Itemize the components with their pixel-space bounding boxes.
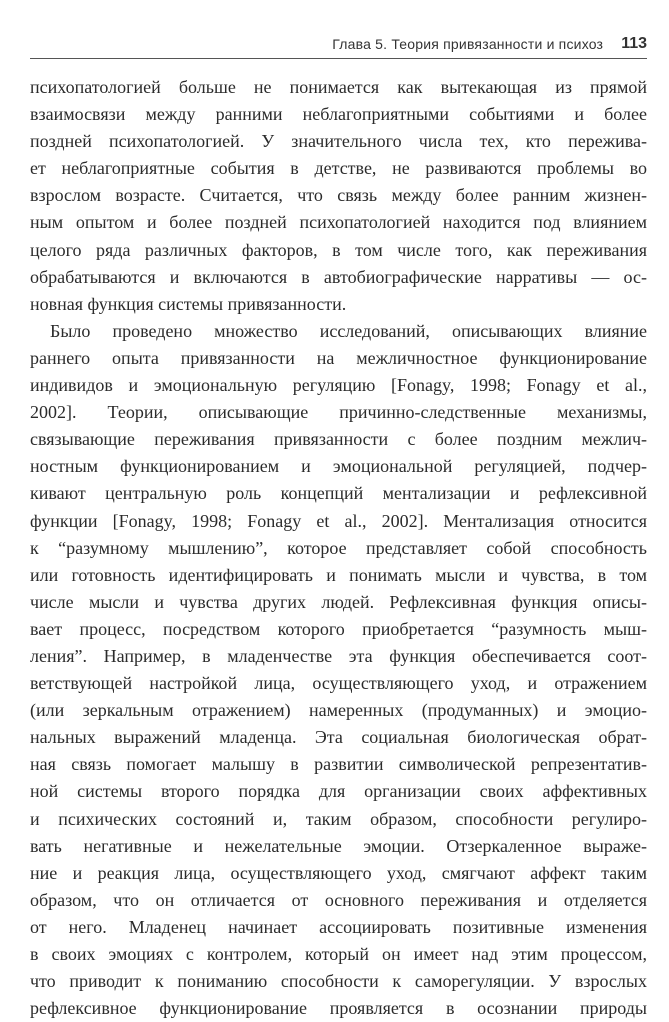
running-header — [30, 30, 647, 59]
text-line: нальных выражений младенца. Эта социальная биологическая обрат- — [30, 727, 647, 748]
text-line: ной системы второго порядка для организации своих аффективных — [30, 781, 647, 802]
text-line: взрослом возрасте. Считается, что связь между более ранним жизнен- — [30, 185, 647, 206]
text-line: или готовность идентифицировать и понимать мысли и чувства, в том — [30, 564, 647, 585]
text-line: целого ряда различных факторов, в том числе того, как переживания — [30, 239, 647, 260]
text-line: ветствующей настройкой лица, осуществляющего уход, и отражением — [30, 673, 647, 694]
text-line: в своих эмоциях с контролем, который он имеет над этим процессом, — [30, 944, 647, 964]
text-line: (или зеркальным отражением) намеренных (продуманных) и эмоцио- — [30, 700, 647, 721]
text-line: к “разумному мышлению”, которое представляет собой способность — [30, 537, 647, 558]
text-line: образом, что он отличается от основного переживания и отделяется — [30, 889, 647, 910]
text-line: обрабатываются и включаются в автобиографические нарративы — ос- — [30, 266, 647, 287]
chapter-title: Глава 5. Теория привязанности и психоз — [332, 36, 604, 52]
text-line: вает процесс, посредством которого приобретается “разумность мыш- — [30, 618, 647, 639]
text-line: индивидов и эмоциональную регуляцию [Fonagy, 1998; Fonagy et al., — [30, 375, 647, 396]
text-line: функции [Fonagy, 1998; Fonagy et al., 2002]. Ментализация относится — [30, 510, 647, 531]
text-line: взаимосвязи между ранними неблагоприятными событиями и более — [30, 104, 647, 125]
text-line: ления”. Например, в младенчестве эта функция обеспечивается соот- — [30, 645, 647, 666]
text-line: Было проведено множество исследований, описывающих влияние — [50, 320, 647, 341]
text-line: ностным функционированием и эмоциональной регуляцией, подчер- — [30, 456, 647, 477]
text-line: числе мысли и чувства других людей. Рефлексивная функция описы- — [30, 591, 647, 612]
page-number: 113 — [621, 35, 647, 52]
text-line: поздней психопатологией. У значительного числа тех, кто пережива- — [30, 131, 647, 152]
text-line: ная связь помогает малышу в развитии символической репрезентатив- — [30, 754, 647, 775]
text-line: ние и реакция лица, осуществляющего уход, смягчают аффект таким — [30, 862, 647, 883]
text-line: новная функция системы привязанности. — [30, 293, 347, 314]
body-text — [30, 74, 647, 1022]
text-line: кивают центральную роль концепций ментализации и рефлексивной — [30, 483, 647, 504]
text-line: и психических состояний и, таким образом, способности регулиро- — [30, 808, 647, 829]
text-line: что приводит к пониманию способности к саморегуляции. У взрослых — [30, 971, 647, 992]
text-line: вать негативные и нежелательные эмоции. Отзеркаленное выраже- — [30, 835, 647, 856]
text-line: ным опытом и более поздней психопатологией находится под влиянием — [30, 212, 647, 233]
text-line: от него. Младенец начинает ассоциировать позитивные изменения — [30, 916, 647, 937]
text-line: раннего опыта привязанности на межличностное функционирование — [30, 347, 647, 368]
text-line: ет неблагоприятные события в детстве, не развиваются проблемы во — [30, 158, 647, 179]
text-line: рефлексивное функционирование проявляется в осознании природы — [30, 998, 647, 1019]
paragraph — [30, 318, 647, 1022]
paragraph — [30, 74, 647, 318]
text-line: 2002]. Теории, описывающие причинно-следственные механизмы, — [30, 402, 647, 423]
text-line: связывающие переживания привязанности с более поздним межлич- — [30, 429, 647, 450]
text-line: психопатологией больше не понимается как вытекающая из прямой — [30, 77, 647, 97]
